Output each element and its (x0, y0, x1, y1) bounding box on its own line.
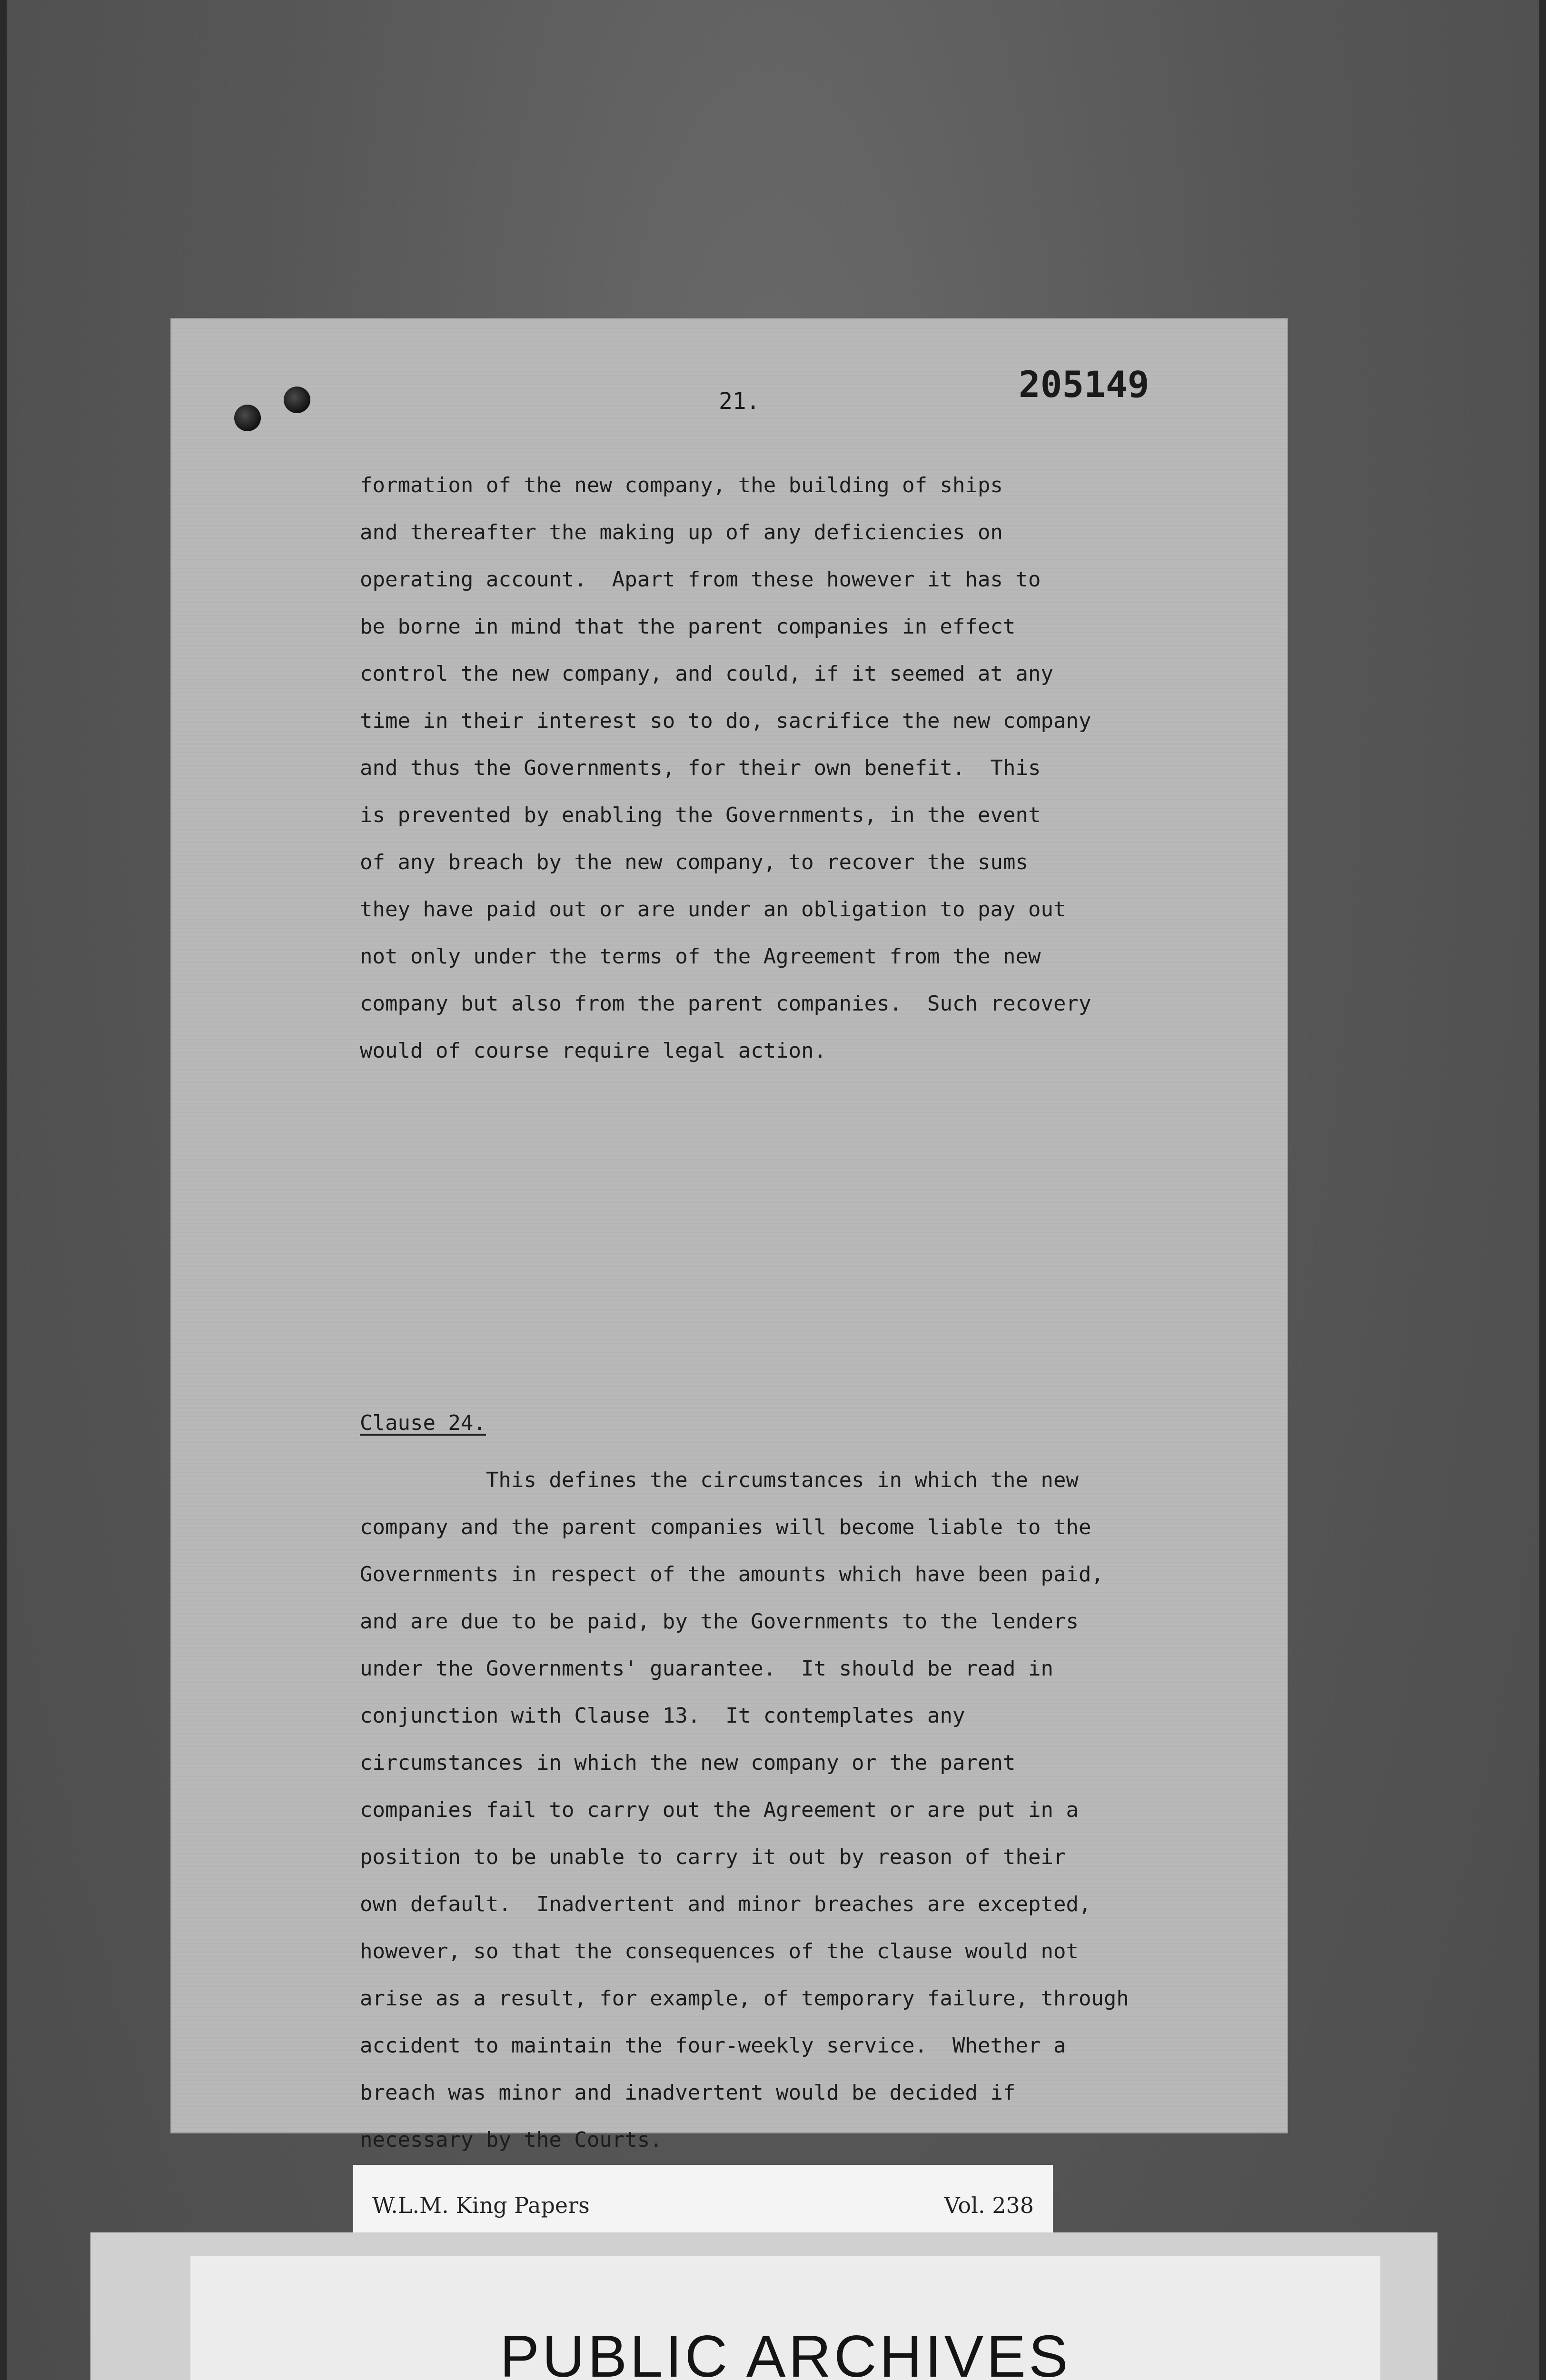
text-line: control the new company, and could, if it seemed at any (360, 662, 1053, 686)
text-line: own default. Inadvertent and minor breaches are excepted, (360, 1892, 1091, 1916)
text-line: necessary by the Courts. (360, 2128, 663, 2152)
text-line: time in their interest so to do, sacrifice the new company (360, 709, 1091, 733)
text-line: Governments in respect of the amounts which have been paid, (360, 1562, 1104, 1587)
archives-card (190, 2256, 1380, 2380)
document-id-stamp: 205149 (1019, 363, 1150, 406)
text-line: conjunction with Clause 13. It contemplates any (360, 1704, 965, 1728)
text-line: company but also from the parent companies. Such recovery (360, 992, 1091, 1016)
text-line: operating account. Apart from these however it has to (360, 567, 1041, 592)
right-frame-edge (1539, 0, 1546, 2380)
text-line: under the Governments' guarantee. It should be read in (360, 1656, 1053, 1681)
text-line: be borne in mind that the parent companies in effect (360, 615, 1016, 639)
text-line: breach was minor and inadvertent would be decided if (360, 2081, 1016, 2105)
left-frame-edge (0, 0, 7, 2380)
paragraph-continuation (360, 462, 1264, 1074)
text-line: This defines the circumstances in which the new (360, 1468, 1079, 1492)
page-number: 21. (719, 388, 760, 415)
text-line: position to be unable to carry it out by reason of their (360, 1845, 1066, 1869)
text-line: formation of the new company, the building of ships (360, 473, 1003, 497)
text-line: however, so that the consequences of the clause would not (360, 1939, 1079, 1964)
text-line: would of course require legal action. (360, 1039, 827, 1063)
text-line: companies fail to carry out the Agreement or are put in a (360, 1798, 1079, 1822)
text-line: and thereafter the making up of any deficiencies on (360, 520, 1003, 545)
text-line: circumstances in which the new company or the parent (360, 1751, 1016, 1775)
collection-name: W.L.M. King Papers (372, 2192, 590, 2218)
text-line: company and the parent companies will become liable to the (360, 1515, 1091, 1539)
text-line: is prevented by enabling the Governments, in the event (360, 803, 1041, 827)
text-line: and thus the Governments, for their own benefit. This (360, 756, 1041, 780)
text-line: not only under the terms of the Agreement from the new (360, 944, 1041, 969)
text-line: and are due to be paid, by the Governments to the lenders (360, 1609, 1079, 1634)
text-line: accident to maintain the four-weekly service. Whether a (360, 2033, 1066, 2058)
text-line: arise as a result, for example, of temporary failure, through (360, 1986, 1129, 2011)
volume-number: Vol. 238 (944, 2192, 1034, 2218)
punch-hole-icon (234, 405, 261, 431)
archives-title-english: PUBLIC ARCHIVES (500, 2324, 1071, 2380)
punch-hole-icon (284, 387, 310, 413)
text-line: of any breach by the new company, to recover the sums (360, 850, 1028, 874)
paragraph-clause-24 (360, 1457, 1264, 2163)
typed-document-page (171, 319, 1287, 2152)
text-line: they have paid out or are under an obligation to pay out (360, 897, 1066, 922)
clause-heading: Clause 24. (360, 1411, 486, 1435)
